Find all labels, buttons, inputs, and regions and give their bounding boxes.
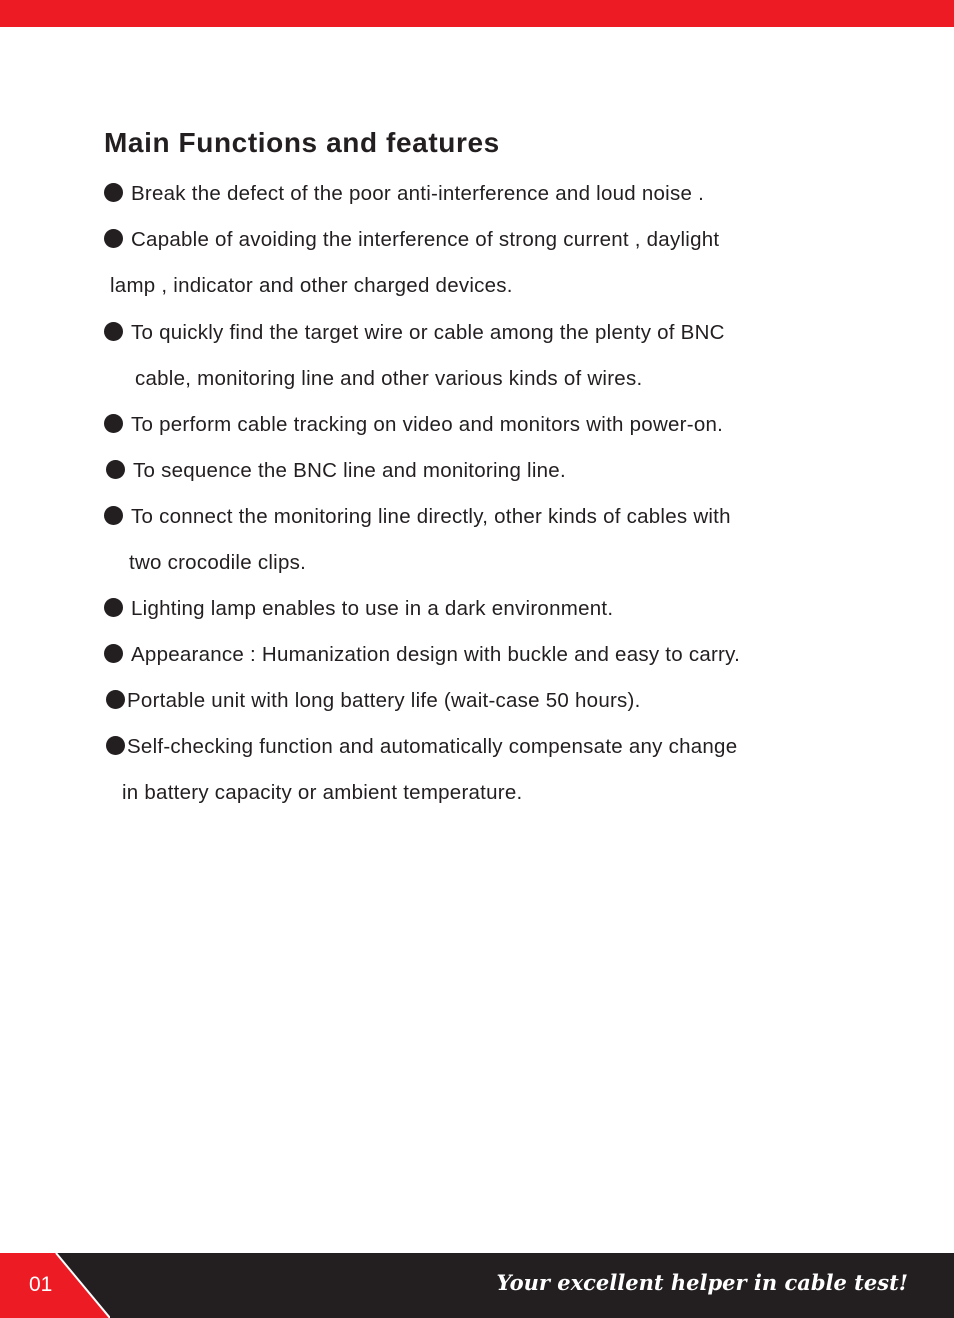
feature-text: in battery capacity or ambient temperature. bbox=[122, 781, 523, 804]
feature-item bbox=[104, 505, 731, 529]
feature-item bbox=[104, 321, 725, 345]
feature-text: To quickly find the target wire or cable among the plenty of BNC bbox=[131, 321, 725, 344]
feature-text: Appearance : Humanization design with buckle and easy to carry. bbox=[131, 643, 741, 666]
feature-text: To sequence the BNC line and monitoring line. bbox=[133, 459, 566, 482]
feature-text: lamp , indicator and other charged devices. bbox=[110, 274, 513, 297]
feature-text: To perform cable tracking on video and monitors with power-on. bbox=[131, 413, 724, 436]
bullet-icon bbox=[104, 229, 123, 248]
footer-tagline: Your excellent helper in cable test! bbox=[496, 1270, 908, 1295]
feature-item-continuation bbox=[122, 781, 522, 805]
feature-item bbox=[104, 413, 723, 437]
feature-item bbox=[106, 689, 641, 713]
feature-item bbox=[104, 643, 740, 667]
bullet-icon bbox=[106, 690, 125, 709]
bullet-icon bbox=[104, 506, 123, 525]
feature-text: To connect the monitoring line directly, other kinds of cables with bbox=[131, 505, 731, 528]
feature-text: Capable of avoiding the interference of strong current , daylight bbox=[131, 228, 720, 251]
feature-text: Lighting lamp enables to use in a dark environment. bbox=[131, 597, 614, 620]
feature-item-continuation bbox=[110, 274, 513, 298]
feature-text: Break the defect of the poor anti-interference and loud noise . bbox=[131, 182, 705, 205]
feature-item bbox=[106, 735, 737, 759]
bullet-icon bbox=[106, 736, 125, 755]
bullet-icon bbox=[104, 322, 123, 341]
feature-item bbox=[104, 597, 613, 621]
bullet-icon bbox=[104, 598, 123, 617]
feature-item bbox=[106, 459, 566, 483]
bullet-icon bbox=[104, 414, 123, 433]
page-number: 01 bbox=[29, 1273, 53, 1296]
feature-item-continuation bbox=[129, 551, 306, 575]
feature-item bbox=[104, 182, 704, 206]
page-number-tab bbox=[0, 1253, 110, 1318]
feature-item-continuation bbox=[135, 367, 642, 391]
feature-text: Portable unit with long battery life (wait-case 50 hours). bbox=[127, 689, 641, 712]
top-accent-bar bbox=[0, 0, 954, 27]
bullet-icon bbox=[104, 183, 123, 202]
feature-item bbox=[104, 228, 719, 252]
feature-text: cable, monitoring line and other various kinds of wires. bbox=[135, 367, 643, 390]
bullet-icon bbox=[104, 644, 123, 663]
feature-text: two crocodile clips. bbox=[129, 551, 307, 574]
bullet-icon bbox=[106, 460, 125, 479]
page-title: Main Functions and features bbox=[104, 127, 500, 158]
feature-text: Self-checking function and automatically compensate any change bbox=[127, 735, 738, 758]
